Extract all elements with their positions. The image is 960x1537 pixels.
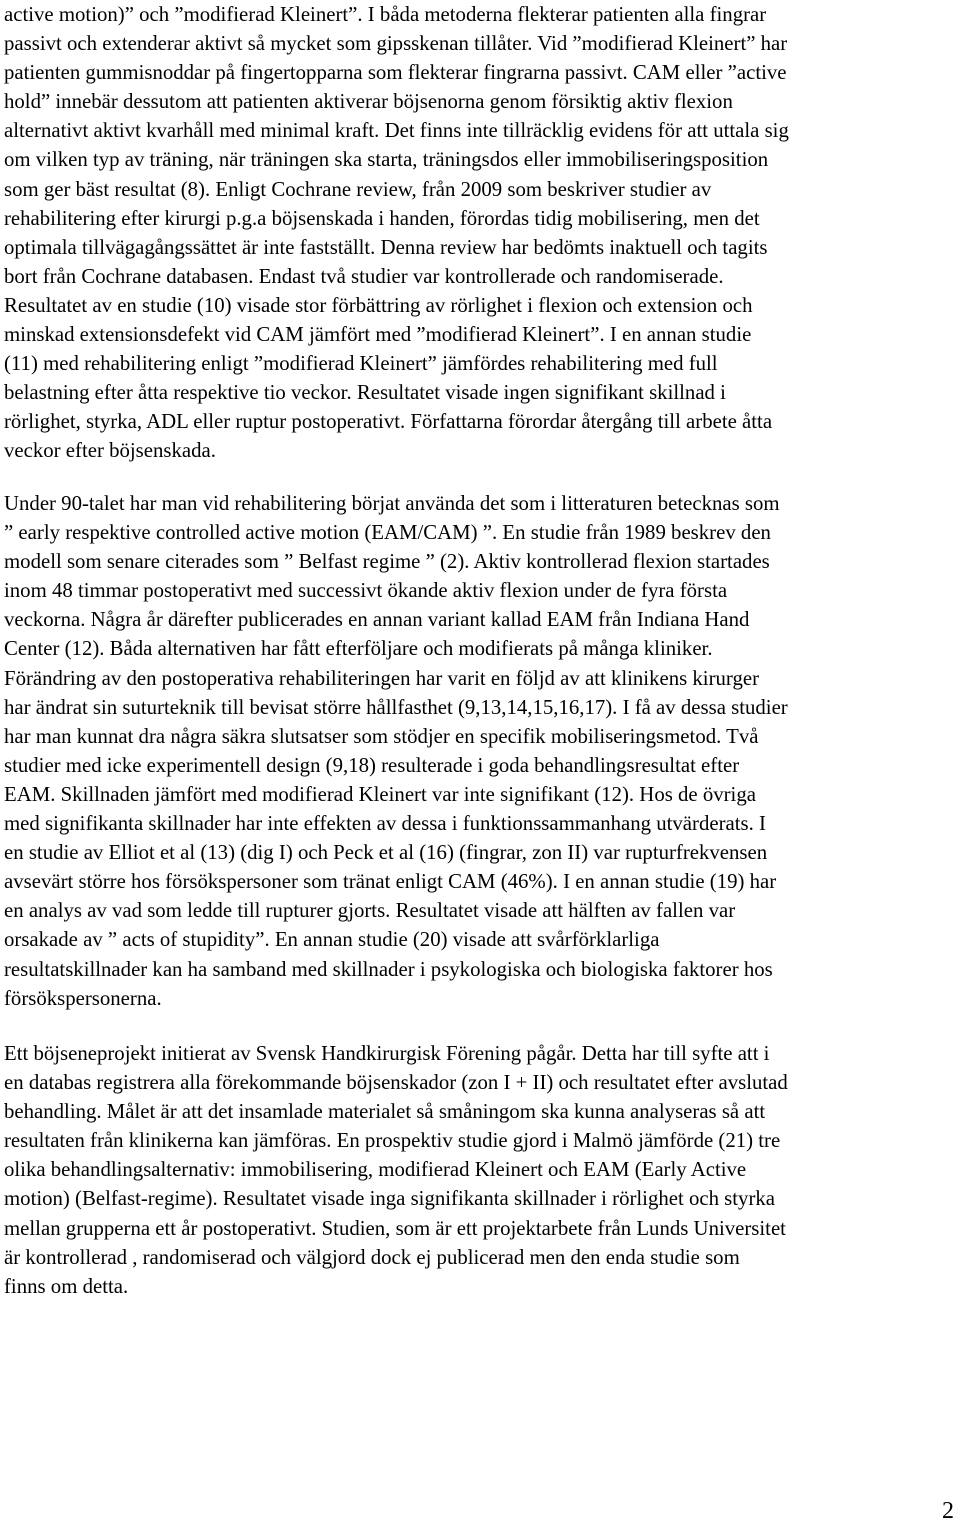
text-line: som ger bäst resultat (8). Enligt Cochrane review, från 2009 som beskriver studier av <box>4 177 712 201</box>
text-line: finns om detta. <box>4 1274 129 1298</box>
text-line: resultatskillnader kan ha samband med skillnader i psykologiska och biologiska faktorer hos <box>4 957 773 981</box>
text-line: orsakade av ” acts of stupidity”. En annan studie (20) visade att svårförklarliga <box>4 928 660 952</box>
text-line: Under 90-talet har man vid rehabilitering börjat använda det som i litteraturen betecknas som <box>4 492 780 515</box>
text-line: belastning efter åtta respektive tio veckor. Resultatet visade ingen signifikant skillnad i <box>4 381 726 405</box>
page-number: 2 <box>942 1498 954 1524</box>
text-line: Förändring av den postoperativa rehabiliteringen har varit en följd av att klinikens kirurger <box>4 666 760 690</box>
text-line: optimala tillvägagångssättet är inte fastställt. Denna review har bedömts inaktuell och tagits <box>4 235 768 259</box>
text-line: studier med icke experimentell design (9,18) resulterade i goda behandlingsresultat efter <box>4 753 740 777</box>
text-line: veckor efter böjsenskada. <box>4 439 216 463</box>
text-line: om vilken typ av träning, när träningen ska starta, träningsdos eller immobiliseringsposition <box>4 148 769 172</box>
text-line: med signifikanta skillnader har inte effekten av dessa i funktionssammanhang utvärderats. I <box>4 812 766 836</box>
text-line: minskad extensionsdefekt vid CAM jämfört med ”modifierad Kleinert”. I en annan studie <box>4 323 752 347</box>
text-line: försökspersonerna. <box>4 986 162 1010</box>
text-line: Ett böjseneprojekt initierat av Svensk Handkirurgisk Förening pågår. Detta har till syfte att i <box>4 1042 770 1065</box>
text-line: en databas registrera alla förekommande böjsenskador (zon I + II) och resultatet efter avslutad <box>4 1071 788 1095</box>
text-line: en studie av Elliot et al (13) (dig I) och Peck et al (16) (fingrar, zon II) var rupturfrekvensen <box>4 841 768 865</box>
text-line: active motion)” och ”modifierad Kleinert”. I båda metoderna flekterar patienten alla fingrar <box>4 3 767 26</box>
text-line: motion) (Belfast-regime). Resultatet visade inga signifikanta skillnader i rörlighet och styrka <box>4 1187 776 1211</box>
text-line: rehabilitering efter kirurgi p.g.a böjsenskada i handen, förordas tidig mobilisering, men det <box>4 206 760 230</box>
paragraph-flexor-tendon-project <box>4 1039 956 1301</box>
text-line: alternativt aktivt kvarhåll med minimal kraft. Det finns inte tillräcklig evidens för att uttala sig <box>4 119 789 143</box>
text-line: en analys av vad som ledde till rupturer gjorts. Resultatet visade att hälften av fallen var <box>4 899 736 923</box>
text-line: Center (12). Båda alternativen har fått efterföljare och modifierats på många kliniker. <box>4 637 713 661</box>
text-line: olika behandlingsalternativ: immobilisering, modifierad Kleinert och EAM (Early Active <box>4 1158 747 1182</box>
text-line: EAM. Skillnaden jämfört med modifierad Kleinert var inte signifikant (12). Hos de övriga <box>4 782 756 806</box>
paragraph-rehabilitation-methods <box>4 0 956 466</box>
text-line: är kontrollerad , randomiserad och välgjord dock ej publicerad men den enda studie som <box>4 1245 740 1269</box>
text-line: bort från Cochrane databasen. Endast två studier var kontrollerade och randomiserade. <box>4 264 724 288</box>
text-line: hold” innebär dessutom att patienten aktiverar böjsenorna genom försiktig aktiv flexion <box>4 90 733 114</box>
text-line: avsevärt större hos försökspersoner som tränat enligt CAM (46%). I en annan studie (19) har <box>4 870 777 894</box>
text-line: veckorna. Några år därefter publicerades en annan variant kallad EAM från Indiana Hand <box>4 608 750 632</box>
text-line: (11) med rehabilitering enligt ”modifierad Kleinert” jämfördes rehabilitering med full <box>4 352 718 376</box>
paragraph-early-active-motion <box>4 489 956 1013</box>
text-line: behandling. Målet är att det insamlade materialet så småningom ska kunna analyseras så att <box>4 1100 766 1124</box>
text-line: passivt och extenderar aktivt så mycket som gipsskenan tillåter. Vid ”modifierad Kleinert” har <box>4 32 788 56</box>
text-line: Resultatet av en studie (10) visade stor förbättring av rörlighet i flexion och extension och <box>4 293 753 317</box>
text-line: modell som senare citerades som ” Belfast regime ” (2). Aktiv kontrollerad flexion startades <box>4 550 770 574</box>
text-line: ” early respektive controlled active motion (EAM/CAM) ”. En studie från 1989 beskrev den <box>4 521 771 545</box>
text-line: mellan grupperna ett år postoperativt. Studien, som är ett projektarbete från Lunds Universitet <box>4 1216 786 1240</box>
text-line: rörlighet, styrka, ADL eller ruptur postoperativt. Författarna förordar återgång till arbete åtta <box>4 410 773 434</box>
text-line: patienten gummisnoddar på fingertopparna som flekterar fingrarna passivt. CAM eller ”active <box>4 61 787 85</box>
text-line: resultaten från klinikerna kan jämföras. En prospektiv studie gjord i Malmö jämförde (21) tre <box>4 1129 781 1153</box>
text-line: har ändrat sin suturteknik till bevisat större hållfasthet (9,13,14,15,16,17). I få av dessa studier <box>4 695 788 719</box>
text-line: inom 48 timmar postoperativt med successivt ökande aktiv flexion under de fyra första <box>4 579 728 603</box>
text-line: har man kunnat dra några säkra slutsatser som stödjer en specifik mobiliseringsmetod. Två <box>4 724 759 748</box>
